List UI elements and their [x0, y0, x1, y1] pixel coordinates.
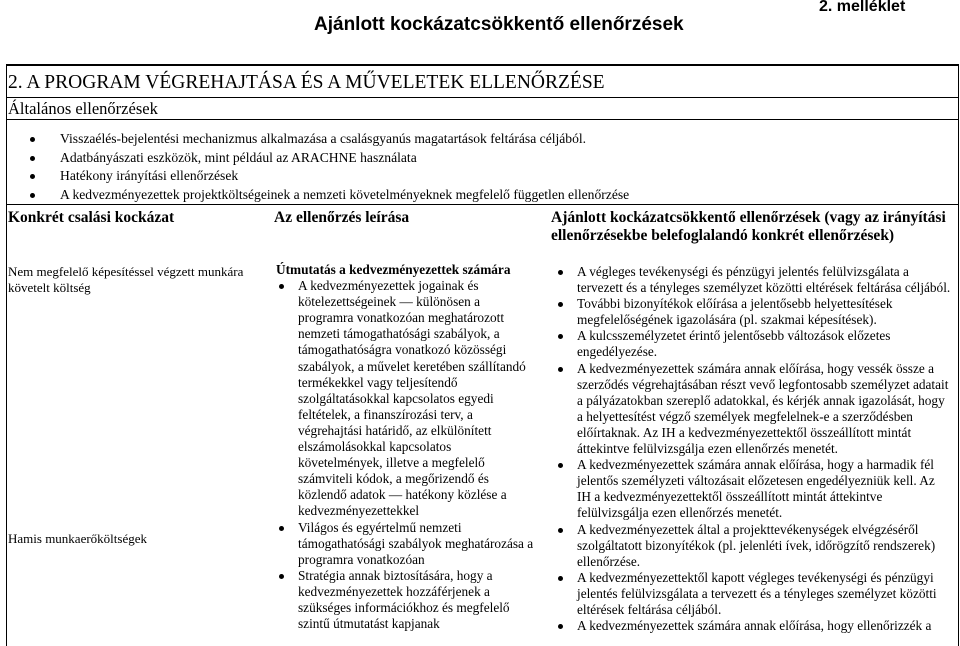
risk-cell: Hamis munkaerőköltségek	[8, 531, 147, 546]
description-title: Útmutatás a kedvezményezettek számára	[276, 262, 511, 277]
list-item: A kedvezményezettek számára annak előírása, hogy a harmadik fél jelentős személyzeti változásait előzetesen engedélyezniük kell. Az IH a kedvezményezettektől összeállított mintát áttekintve felülvizsgálja ezen ellenőrzés menetét.	[551, 457, 951, 521]
annex-label: 2. melléklet	[819, 0, 906, 15]
column-header-description: Az ellenőrzés leírása	[274, 209, 410, 226]
risk-cell: Nem megfelelő képesítéssel végzett munkára követelt költség	[8, 264, 244, 295]
list-item: A kedvezményezettek projektköltségeinek a nemzeti követelményeknek megfelelő független ellenőrzése	[40, 186, 629, 205]
list-item: A kedvezményezettek jogainak és kötelezettségeinek — különösen a programra vonatkozóan meghatározott nemzeti támogathatósági szabályok, a támogathatóságra vonatkozó közösségi szabályok, a művelet keretében szállítandó termékekkel vagy teljesítendő szolgáltatásokkal kapcsolatos egyedi feltételek, a finanszírozási terv, a végrehajtási határidő, az elkülönített elszámolásokkal kapcsolatos követelmények, illetve a megfelelő számviteli kódok, a megőrizendő és közlendő adatok — hatékony közlése a kedvezményezettekkel	[274, 278, 536, 519]
list-item: További bizonyítékok előírása a jelentősebb helyettesítések megfelelőségének igazolására (pl. szakmai képesítések).	[551, 296, 951, 328]
table-top-border	[6, 204, 959, 205]
recommended-controls-list	[551, 264, 951, 634]
column-header-risk: Konkrét csalási kockázat	[8, 209, 175, 226]
list-item: A kedvezményezettektől kapott végleges tevékenységi és pénzügyi jelentés felülvizsgálata a tervezett és a tényleges személyzet közötti eltérések feltárása céljából.	[551, 570, 951, 618]
subsection-title: Általános ellenőrzések	[8, 99, 158, 118]
frame-left-border	[6, 64, 7, 646]
recommended-controls-cell	[551, 264, 951, 634]
list-item: Hatékony irányítási ellenőrzések	[40, 167, 629, 186]
section-title: 2. A PROGRAM VÉGREHAJTÁSA ÉS A MŰVELETEK ELLENŐRZÉSE	[8, 72, 605, 93]
list-item: A kedvezményezettek számára annak előírása, hogy ellenőrizzék a	[551, 618, 951, 634]
description-list	[274, 278, 536, 632]
section-divider	[6, 97, 959, 98]
description-cell	[274, 262, 536, 632]
list-item: Adatbányászati eszközök, mint például az ARACHNE használata	[40, 149, 629, 168]
list-item: A kedvezményezettek számára annak előírása, hogy vessék össze a szerződés végrehajtásában részt vevő legfontosabb személyzet adatait a pályázatokban szereplő adatokkal, és kérjék annak igazolását, hogy a helyettesítést végző személyek megfelelnek-e a szerződésben előírtaknak. Az IH a kedvezményezettektől összeállított mintát áttekintve felülvizsgálja ezen ellenőrzés menetét.	[551, 361, 951, 458]
list-item: A kedvezményezettek által a projekttevékenységek elvégzéséről szolgáltatott bizonyítékok (pl. jelenléti ívek, időrögzítő rendszerek) ellenőrzése.	[551, 522, 951, 570]
list-item: Visszaélés-bejelentési mechanizmus alkalmazása a csalásgyanús magatartások feltárása céljából.	[40, 130, 629, 149]
frame-top-border	[6, 64, 959, 66]
column-header-recommended: Ajánlott kockázatcsökkentő ellenőrzések (vagy az irányítási ellenőrzésekbe belefoglalandó konkrét ellenőrzések)	[551, 209, 946, 244]
list-item: Világos és egyértelmű nemzeti támogathatósági szabályok meghatározása a programra vonatkozóan	[274, 520, 536, 568]
subsection-divider	[6, 119, 959, 120]
list-item: A kulcsszemélyzetet érintő jelentősebb változások előzetes engedélyezése.	[551, 328, 951, 360]
frame-right-border	[958, 64, 959, 646]
list-item: Stratégia annak biztosítására, hogy a kedvezményezettek hozzáférjenek a szükséges információkhoz és megfelelő szintű útmutatást kapjanak	[274, 568, 536, 632]
list-item: A végleges tevékenységi és pénzügyi jelentés felülvizsgálata a tervezett és a tényleges személyzet közötti eltérések feltárása céljából.	[551, 264, 951, 296]
page-title: Ajánlott kockázatcsökkentő ellenőrzések	[314, 14, 684, 35]
general-controls-list	[40, 130, 629, 204]
